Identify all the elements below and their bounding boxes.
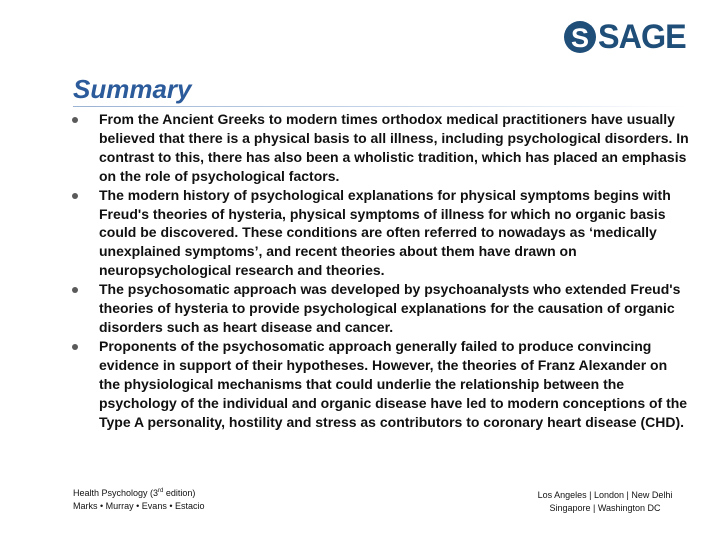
edition-label: edition): [163, 488, 196, 498]
bullet-text: The psychosomatic approach was developed by psychoanalysts who extended Freud's theories of hysteria to provide psychological explanations for the causation of organic disorders such as heart disease and cancer.: [99, 281, 681, 335]
sage-logo: [563, 16, 690, 58]
edition-superscript: rd: [158, 488, 164, 494]
bullet-item: [72, 110, 692, 186]
bullet-dot-icon: [72, 117, 78, 123]
svg-text:S: S: [570, 23, 590, 53]
publisher-locations: [505, 489, 705, 515]
bullet-item: [72, 337, 692, 432]
bullet-text: From the Ancient Greeks to modern times orthodox medical practitioners have usually believed that there is a physical basis to all illness, including psychological disorders. In contrast to this, there has also been a wholistic tradition, which has placed an emphasis on the role of psychological factors.: [99, 111, 689, 184]
bullet-dot-icon: [72, 344, 78, 350]
locations-line-2: Singapore | Washington DC: [549, 503, 661, 513]
sage-s-icon: [563, 17, 597, 57]
book-title-line: [73, 485, 204, 500]
book-authors: Marks • Murray • Evans • Estacio: [73, 501, 205, 511]
bullet-text: Proponents of the psychosomatic approach generally failed to produce convincing evidence in support of their hypotheses. However, the theories of Franz Alexander on the physiological mechanisms that could underlie the relationship between the psychology of the individual and organic disease have led to modern conceptions of the Type A personality, hostility and stress as contributors to coronary heart disease (CHD).: [99, 337, 688, 430]
bullet-item: [72, 186, 692, 281]
bullet-item: [72, 280, 692, 337]
bullet-dot-icon: [72, 287, 78, 293]
book-citation: [73, 485, 204, 513]
bullet-list: [72, 110, 692, 431]
book-title: Health Psychology (3: [73, 488, 159, 498]
sage-logo-text: SAGE: [598, 18, 686, 56]
bullet-dot-icon: [72, 193, 78, 199]
title-divider: [73, 106, 688, 107]
locations-line-1: Los Angeles | London | New Delhi: [537, 490, 673, 500]
bullet-text: The modern history of psychological explanations for physical symptoms begins with Freud's theories of hysteria, physical symptoms of illness for which no organic basis could be discovered. These conditions are often referred to nowadays as ‘medically unexplained symptoms’, and recent theories about them have drawn on neuropsychological research and theories.: [99, 186, 671, 279]
slide-title: Summary: [73, 74, 192, 104]
